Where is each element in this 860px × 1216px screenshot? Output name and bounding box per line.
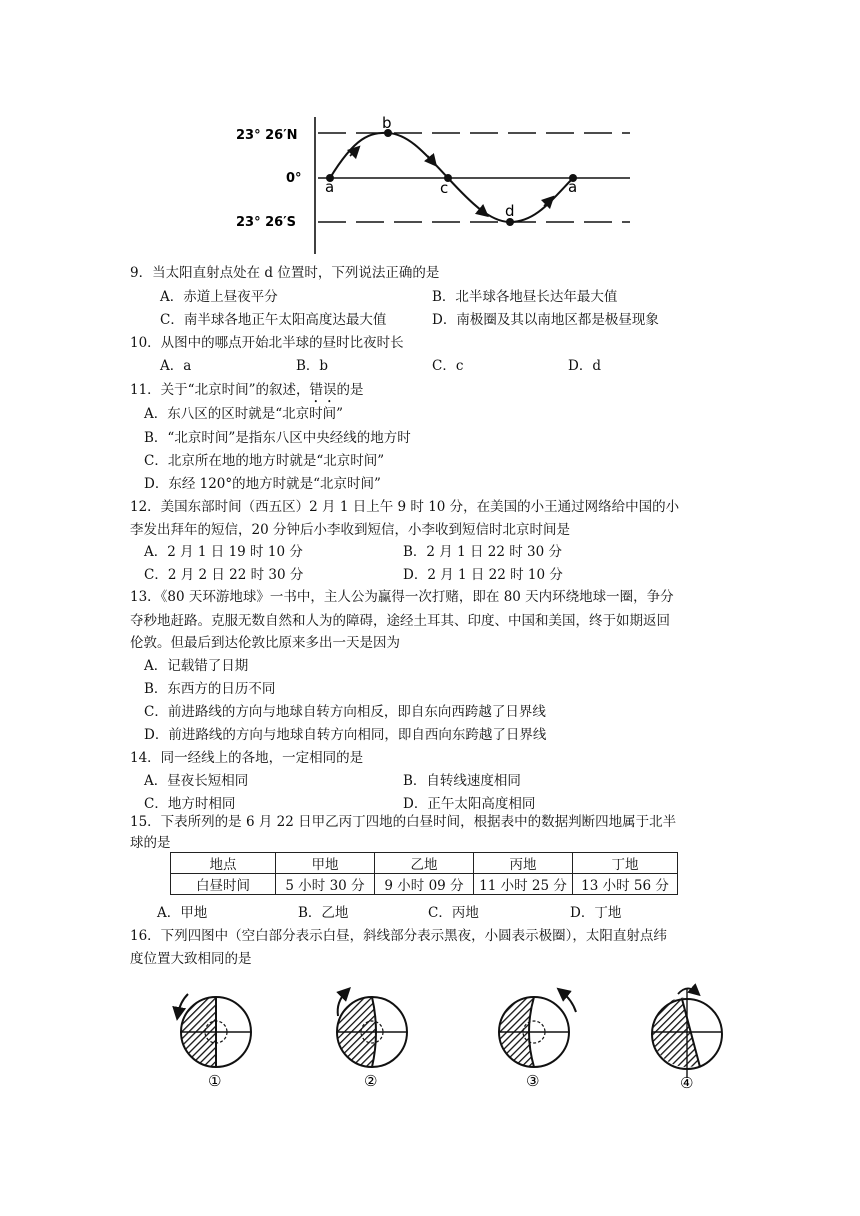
q10-option-c[interactable]: C．c (432, 358, 464, 374)
table-cell: 13 小时 56 分 (573, 874, 678, 895)
q13-stem-line1: 13．《80 天环游地球》一书中，主人公为赢得一次打赌，即在 80 天内环绕地球一圈，争分 (130, 589, 674, 605)
q15-stem-line1: 15．下表所列的是 6 月 22 日甲乙丙丁四地的白昼时间，根据表中的数据判断四地属于北半 (130, 814, 677, 830)
q11-stem (130, 381, 363, 406)
q13-stem-line3: 伦敦。但最后到达伦敦比原来多出一天是因为 (130, 635, 400, 651)
globe-label-1: ① (208, 1072, 222, 1090)
q12-option-d[interactable]: D．2 月 1 日 22 时 10 分 (403, 567, 563, 583)
point-b: b (382, 114, 392, 132)
globe-4 (652, 988, 722, 1078)
globe-label-3: ③ (526, 1072, 540, 1090)
q12-option-c[interactable]: C．2 月 2 日 22 时 30 分 (144, 567, 304, 583)
q12-option-a[interactable]: A．2 月 1 日 19 时 10 分 (144, 544, 303, 560)
q9-option-c[interactable]: C．南半球各地正午太阳高度达最大值 (160, 312, 387, 328)
q13-option-a[interactable]: A．记载错了日期 (144, 658, 249, 674)
q14-stem: 14．同一经线上的各地，一定相同的是 (130, 750, 364, 766)
q16-stem-line2: 度位置大致相同的是 (130, 951, 252, 967)
point-c: c (440, 179, 449, 197)
q12-option-b[interactable]: B．2 月 1 日 22 时 30 分 (403, 544, 562, 560)
q11-option-c[interactable]: C．北京所在地的地方时就是“北京时间” (144, 453, 385, 469)
q13-option-d[interactable]: D．前进路线的方向与地球自转方向相同，即自西向东跨越了日界线 (144, 727, 547, 743)
q9-option-b[interactable]: B．北半球各地昼长达年最大值 (432, 289, 618, 305)
q14-option-a[interactable]: A．昼夜长短相同 (144, 773, 249, 789)
table-cell: 5 小时 30 分 (276, 874, 375, 895)
q15-option-d[interactable]: D．丁地 (570, 905, 622, 921)
q15-option-b[interactable]: B．乙地 (298, 905, 349, 921)
q15-option-a[interactable]: A．甲地 (157, 905, 208, 921)
q15-option-c[interactable]: C．丙地 (428, 905, 479, 921)
q10-stem: 10．从图中的哪点开始北半球的昼时比夜时长 (130, 335, 404, 351)
q11-option-d[interactable]: D．东经 120°的地方时就是“北京时间” (144, 476, 381, 492)
table-cell: 11 小时 25 分 (474, 874, 573, 895)
point-a2: a (568, 178, 578, 196)
q14-option-c[interactable]: C．地方时相同 (144, 796, 236, 812)
q12-stem-line1: 12．美国东部时间（西五区）2 月 1 日上午 9 时 10 分，在美国的小王通过网络给中国的小 (130, 499, 680, 515)
table-cell: 9 小时 09 分 (375, 874, 474, 895)
table-header-cell: 地点 (171, 853, 276, 874)
table-header-cell: 丁地 (573, 853, 678, 874)
q12-stem-line2: 李发出拜年的短信，20 分钟后小李收到短信，小李收到短信时北京时间是 (130, 522, 570, 538)
q11-option-b[interactable]: B．“北京时间”是指东八区中央经线的地方时 (144, 430, 411, 446)
q15-stem-line2: 球的是 (130, 835, 171, 851)
q9-option-a[interactable]: A．赤道上昼夜平分 (160, 289, 278, 305)
q9-stem: 9．当太阳直射点处在 d 位置时，下列说法正确的是 (130, 265, 440, 281)
label-23s: 23° 26′S (236, 215, 296, 230)
q11-stem-pre: 11．关于“北京时间”的叙述， (130, 382, 310, 398)
globe-label-4: ④ (680, 1074, 694, 1092)
q10-option-d[interactable]: D．d (568, 358, 601, 374)
table-header-cell: 乙地 (375, 853, 474, 874)
q11-option-a[interactable]: A．东八区的区时就是“北京时间” (144, 406, 344, 422)
four-globes-figure (160, 982, 720, 1094)
q11-stem-post: 的是 (336, 382, 364, 398)
table-header-row (171, 853, 678, 874)
q13-option-b[interactable]: B．东西方的日历不同 (144, 681, 276, 697)
q14-option-d[interactable]: D．正午太阳高度相同 (403, 796, 536, 812)
q14-option-b[interactable]: B．自转线速度相同 (403, 773, 521, 789)
label-0: 0° (286, 171, 302, 186)
globe-3 (499, 992, 576, 1067)
table-cell: 白昼时间 (171, 874, 276, 895)
q13-option-c[interactable]: C．前进路线的方向与地球自转方向相反，即自东向西跨越了日界线 (144, 704, 546, 720)
sun-direct-point-figure (236, 112, 635, 257)
globe-2 (337, 992, 407, 1067)
table-header-cell: 丙地 (474, 853, 573, 874)
q16-stem-line1: 16．下列四图中（空白部分表示白昼，斜线部分表示黑夜，小圆表示极圈），太阳直射点纬 (130, 928, 667, 944)
globe-label-2: ② (364, 1072, 378, 1090)
daylight-table (170, 852, 678, 895)
q13-stem-line2: 夺秒地赶路。克服无数自然和人为的障碍，途经土耳其、印度、中国和美国，终于如期返回 (130, 613, 670, 629)
point-d: d (505, 202, 515, 220)
q9-option-d[interactable]: D．南极圈及其以南地区都是极昼现象 (432, 312, 659, 328)
q10-option-a[interactable]: A．a (160, 358, 192, 374)
table-row (171, 874, 678, 895)
globe-1 (178, 994, 251, 1067)
label-23n: 23° 26′N (236, 128, 298, 143)
q10-option-b[interactable]: B．b (296, 358, 329, 374)
q11-stem-emphasis: 错误 (309, 382, 337, 398)
table-header-cell: 甲地 (276, 853, 375, 874)
point-a1: a (325, 178, 335, 196)
